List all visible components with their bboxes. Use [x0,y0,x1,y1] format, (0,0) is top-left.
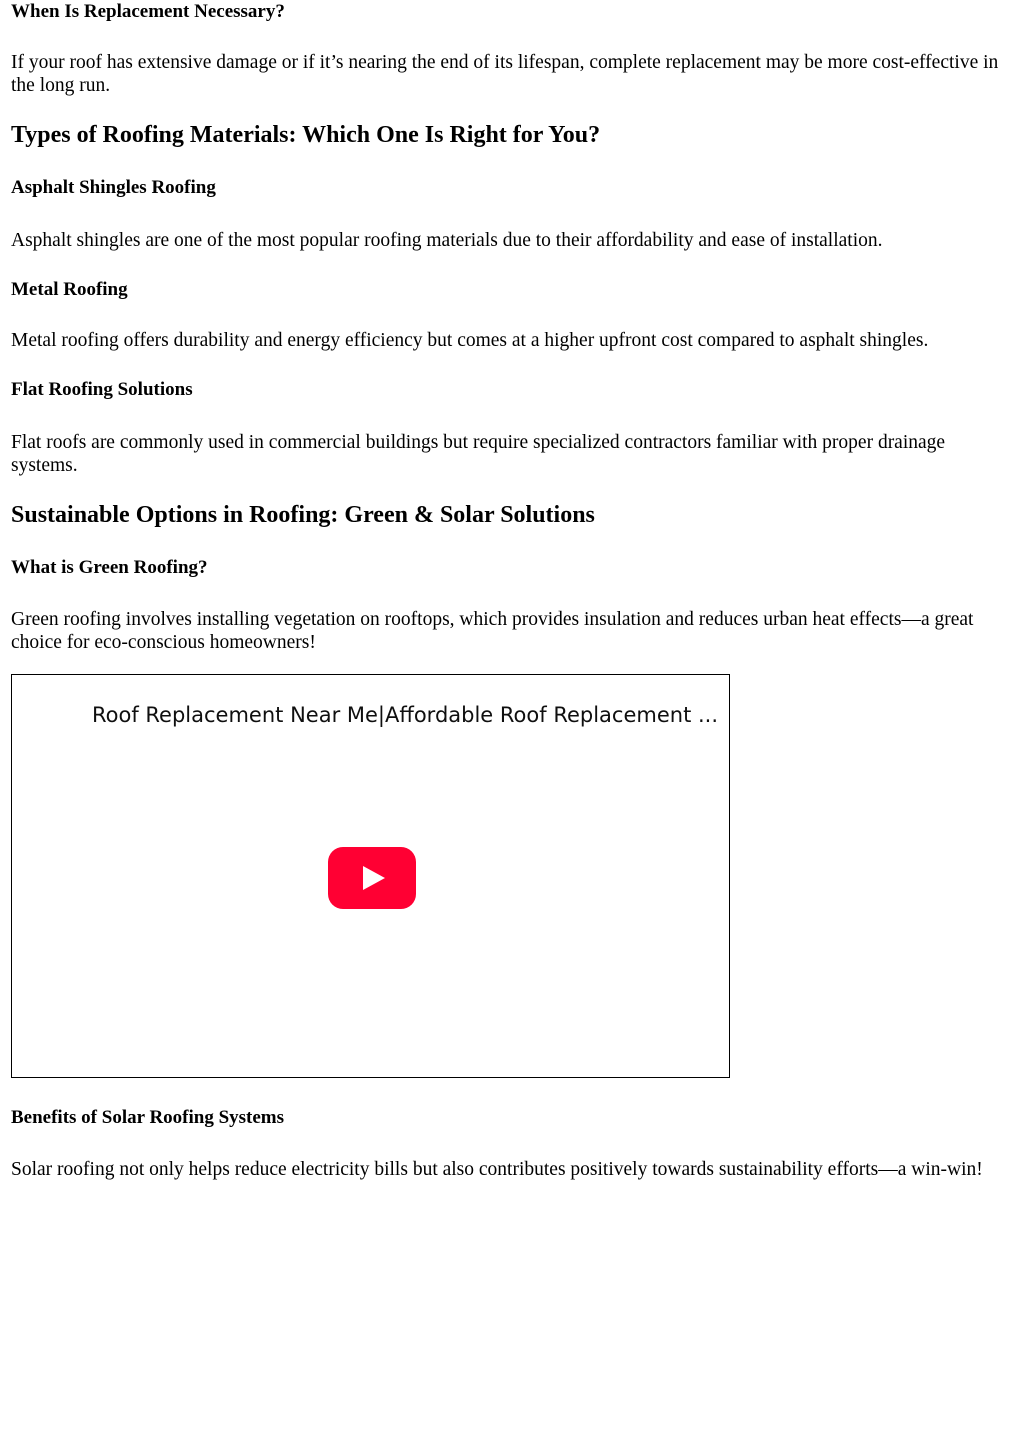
video-title[interactable]: Roof Replacement Near Me|Affordable Roof Replacement ... [92,703,719,727]
metal-paragraph: Metal roofing offers durability and energy efficiency but comes at a higher upfront cost compared to asphalt shingles. [11,330,929,351]
flat-paragraph: Flat roofs are commonly used in commercial buildings but require specialized contractors familiar with proper drainage systems. [11,432,946,476]
solar-heading: Benefits of Solar Roofing Systems [11,1107,285,1128]
flat-heading: Flat Roofing Solutions [11,379,193,400]
green-paragraph: Green roofing involves installing vegetation on rooftops, which provides insulation and reduces urban heat effects—a great choice for eco-conscious homeowners! [11,609,974,653]
replacement-heading: When Is Replacement Necessary? [11,1,285,22]
solar-paragraph: Solar roofing not only helps reduce electricity bills but also contributes positively towards sustainability efforts—a win-win! [11,1159,983,1180]
asphalt-paragraph: Asphalt shingles are one of the most popular roofing materials due to their affordability and ease of installation. [11,230,883,251]
green-heading: What is Green Roofing? [11,557,208,578]
asphalt-heading: Asphalt Shingles Roofing [11,177,216,198]
sustainable-heading: Sustainable Options in Roofing: Green & Solar Solutions [11,502,595,528]
types-heading: Types of Roofing Materials: Which One Is Right for You? [11,122,601,148]
youtube-play-icon[interactable] [328,847,416,909]
video-embed[interactable] [11,674,730,1078]
metal-heading: Metal Roofing [11,279,128,300]
replacement-paragraph: If your roof has extensive damage or if it’s nearing the end of its lifespan, complete replacement may be more cost-effective in the long run. [11,52,999,96]
